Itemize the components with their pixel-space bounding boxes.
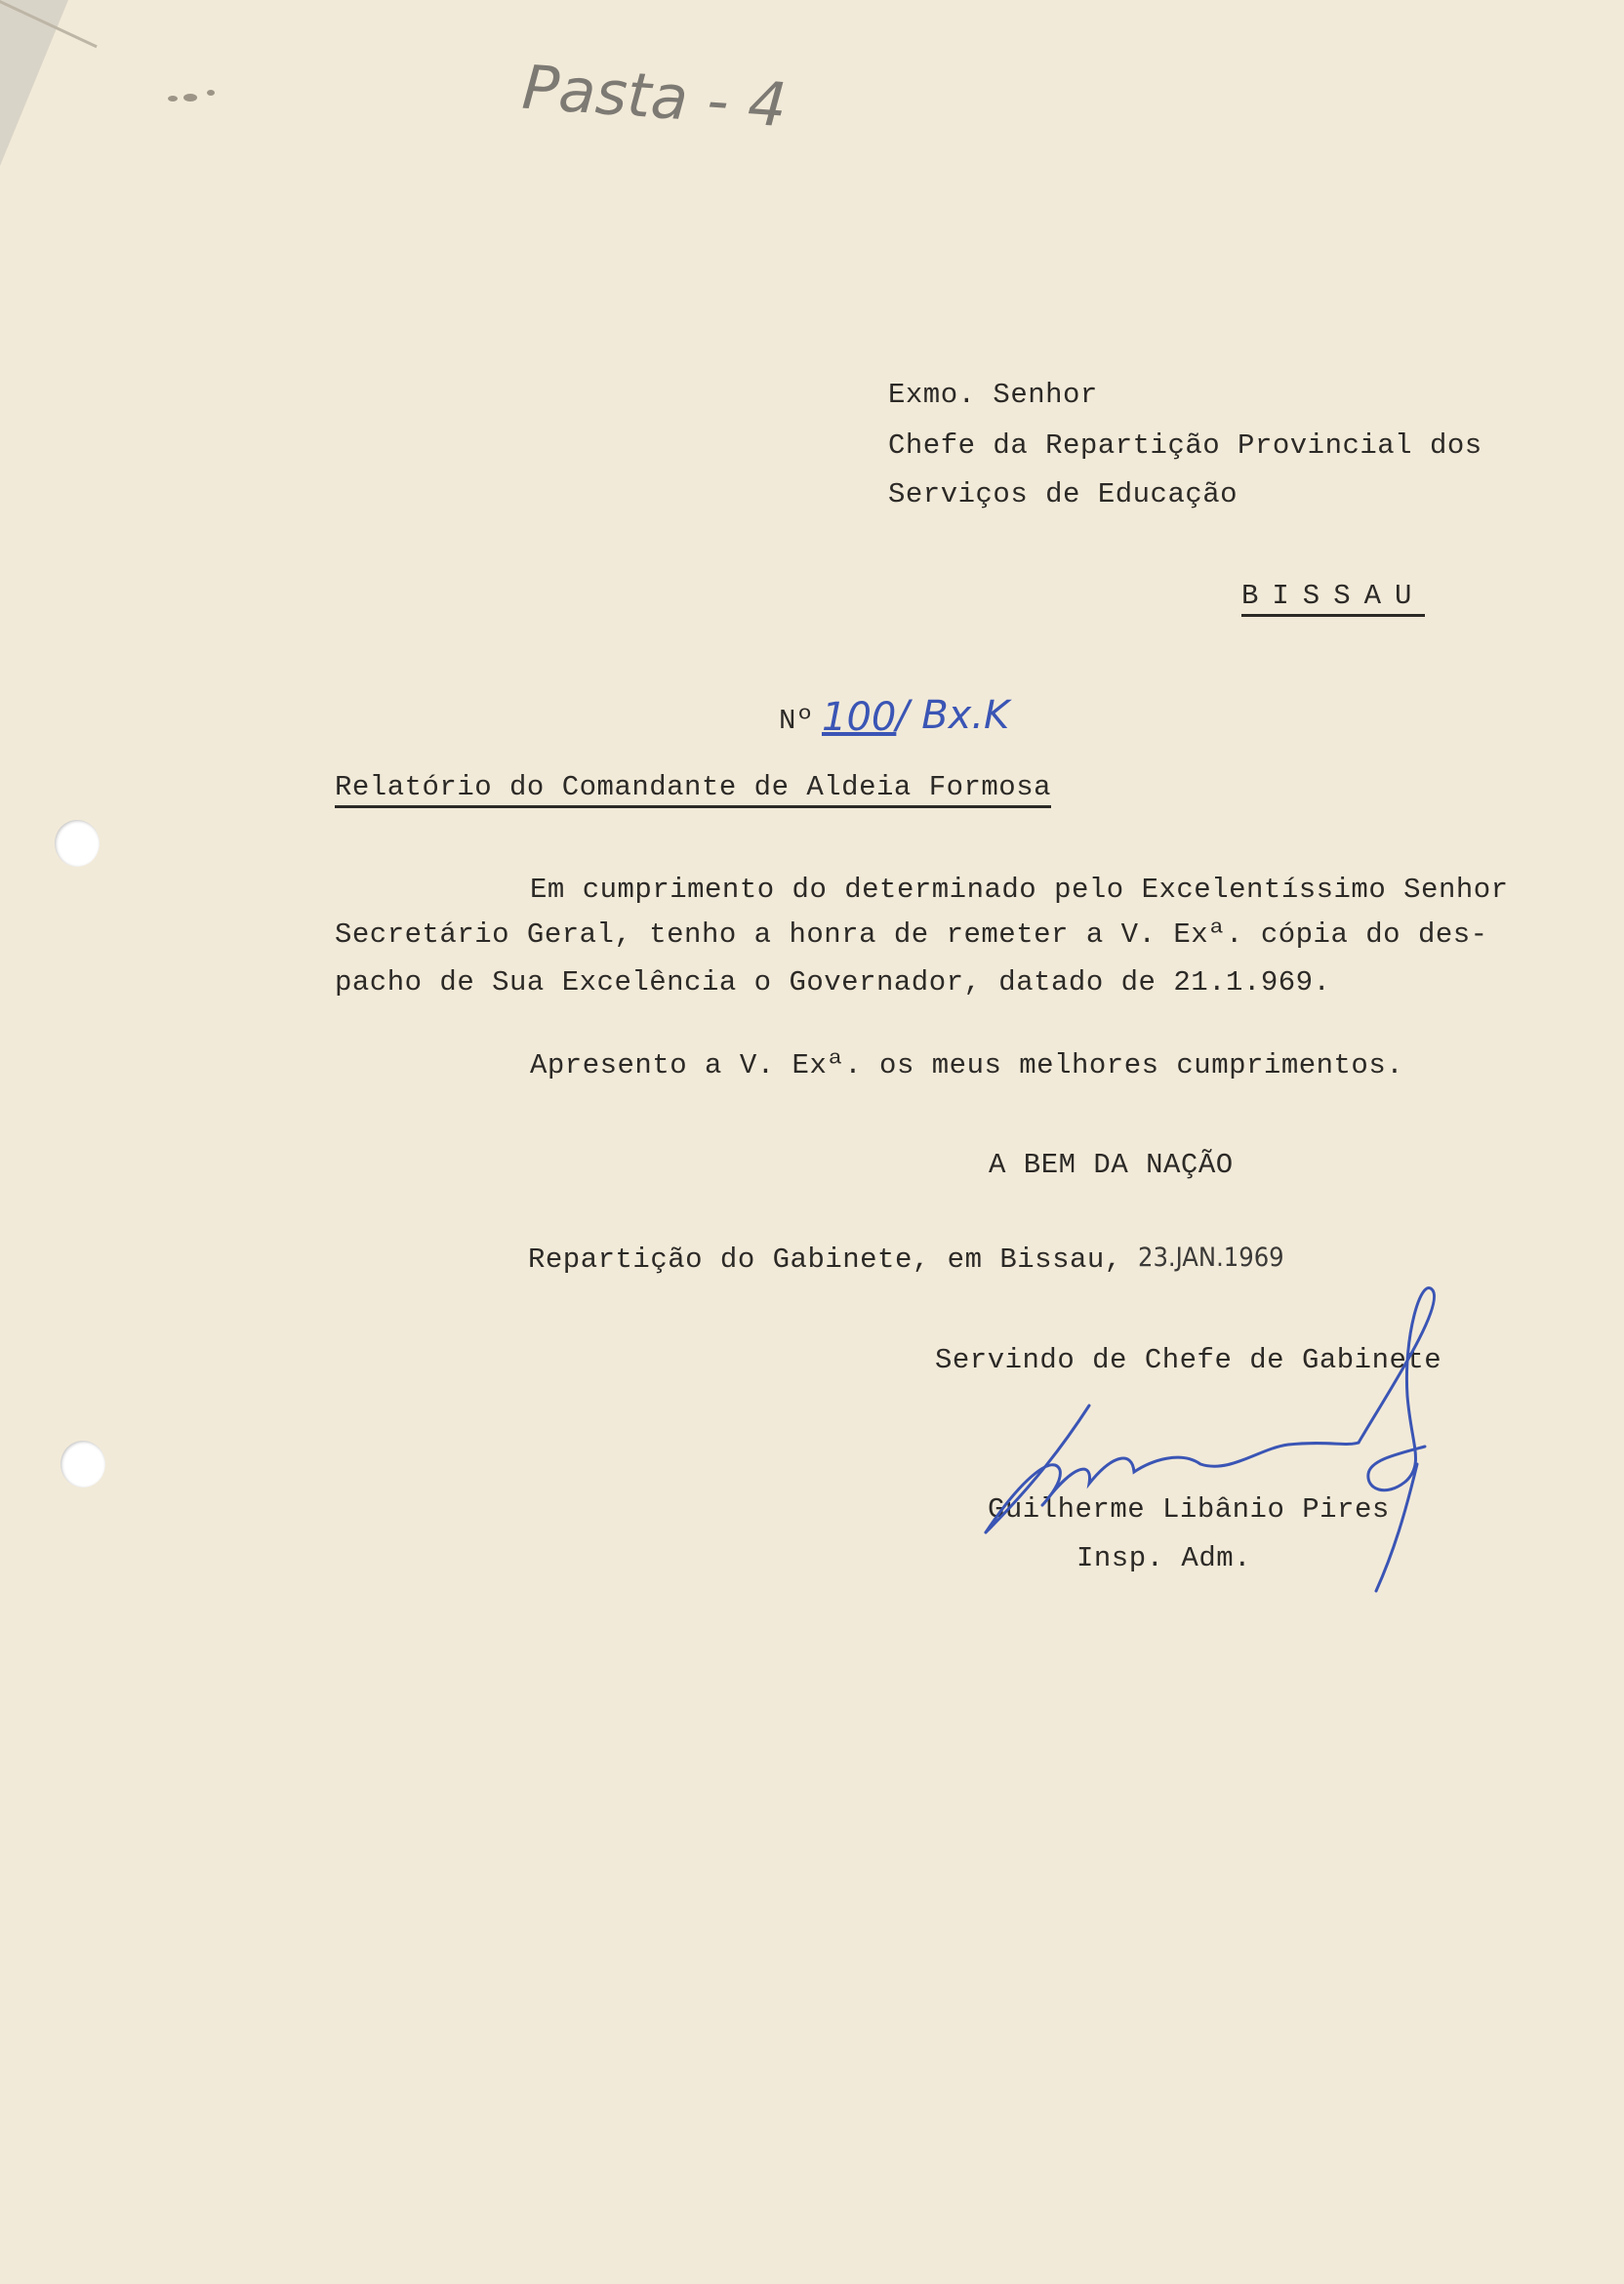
body-paragraph-1-line-1: Em cumprimento do determinado pelo Excelentíssimo Senhor [530, 874, 1509, 906]
addressee-title: Chefe da Repartição Provincial dos [888, 429, 1482, 462]
signer-name: Guilherme Libânio Pires [988, 1493, 1390, 1526]
body-paragraph-2: Apresento a V. Exª. os meus melhores cumprimentos. [530, 1049, 1404, 1081]
closing-motto: A BEM DA NAÇÃO [989, 1149, 1234, 1181]
paper-speck [207, 90, 215, 96]
addressee-city: BISSAU [1241, 580, 1425, 617]
reference-code: / Bx.K [896, 693, 1010, 738]
paper-speck [168, 96, 178, 102]
handwritten-signature [966, 1279, 1474, 1591]
signer-role: Servindo de Chefe de Gabinete [935, 1344, 1442, 1376]
signer-title: Insp. Adm. [1076, 1542, 1252, 1574]
reference-number: 100 [822, 695, 897, 740]
subject-line: Relatório do Comandante de Aldeia Formosa [335, 771, 1051, 808]
pencil-annotation: Pasta - 4 [519, 51, 790, 142]
body-paragraph-1-line-2: Secretário Geral, tenho a honra de remeter a V. Exª. cópia do des- [335, 918, 1488, 951]
folded-corner [0, 0, 68, 166]
punch-hole-bottom [61, 1441, 105, 1488]
body-paragraph-1-line-3: pacho de Sua Excelência o Governador, datado de 21.1.969. [335, 966, 1331, 999]
reference-prefix: Nº [779, 705, 814, 737]
date-stamp: 23.JAN.1969 [1138, 1243, 1284, 1273]
punch-hole-top [55, 820, 100, 867]
addressee-department: Serviços de Educação [888, 478, 1238, 510]
paper-speck [183, 94, 197, 102]
addressee-salutation: Exmo. Senhor [888, 379, 1098, 411]
place-line: Repartição do Gabinete, em Bissau, [528, 1244, 1122, 1276]
